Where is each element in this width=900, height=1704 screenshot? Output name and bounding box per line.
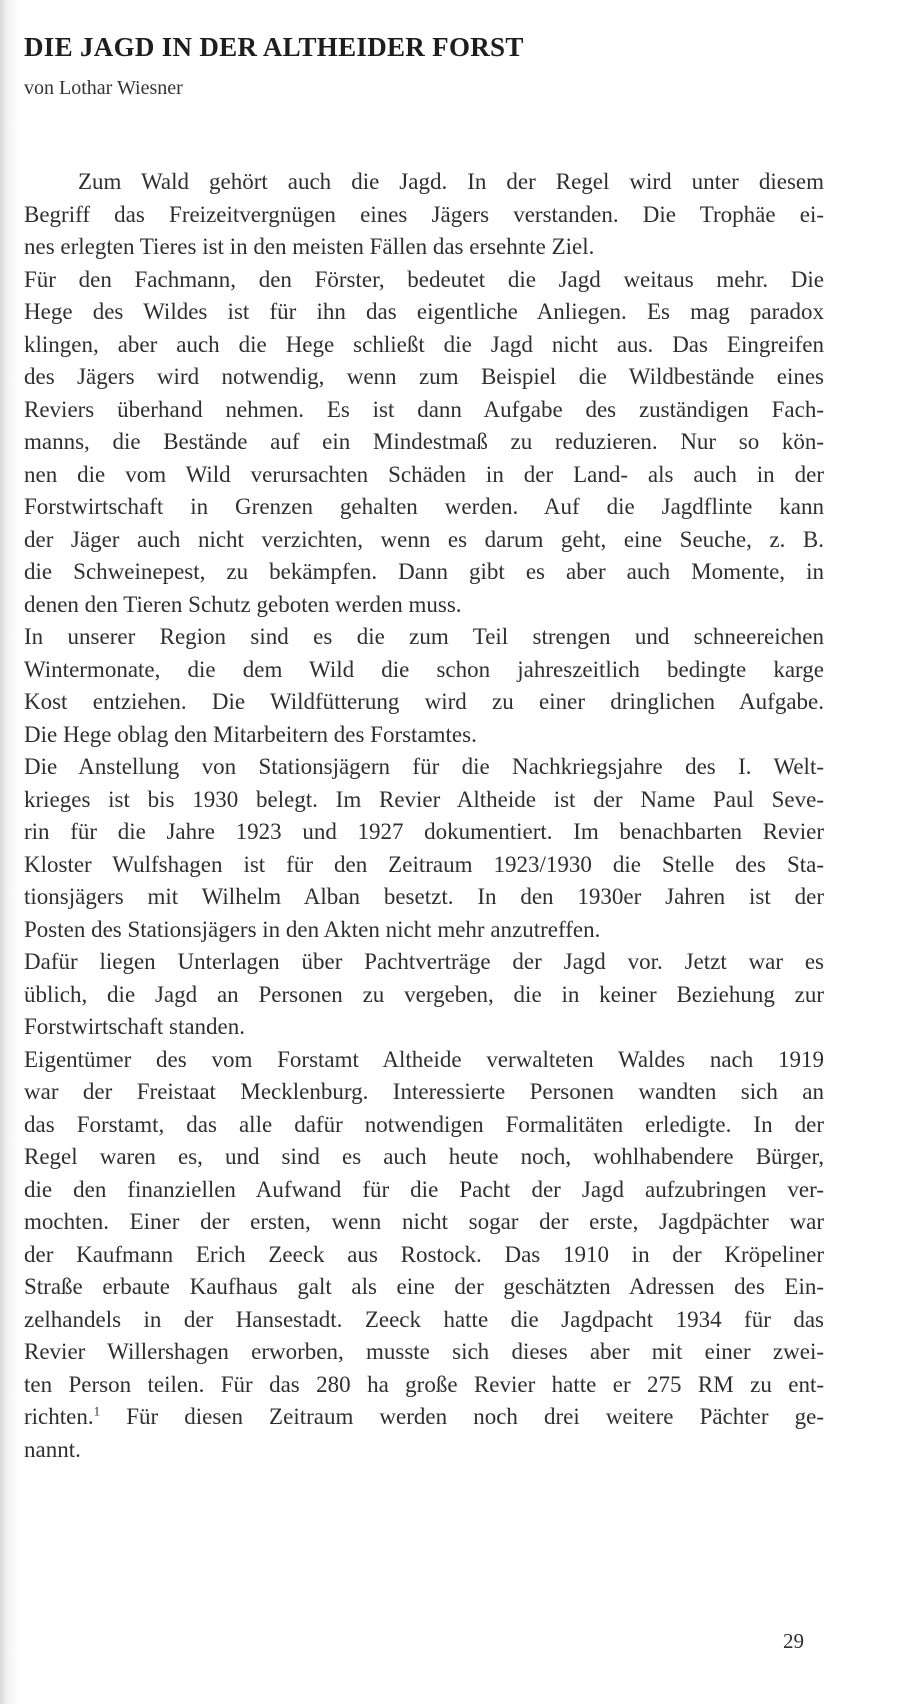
text-line: Die Anstellung von Stationsjägern für die Nachkriegsjahre des I. Welt- bbox=[24, 754, 824, 779]
text-line: Hege des Wildes ist für ihn das eigentliche Anliegen. Es mag paradox bbox=[24, 299, 824, 324]
text-line: war der Freistaat Mecklenburg. Interessierte Personen wandten sich an bbox=[24, 1079, 824, 1104]
text-line: Reviers überhand nehmen. Es ist dann Aufgabe des zuständigen Fach- bbox=[24, 396, 824, 422]
text-line: üblich, die Jagd an Personen zu vergeben, die in keiner Beziehung zur bbox=[24, 981, 824, 1007]
text-line: Wintermonate, die dem Wild die schon jahreszeitlich bedingte karge bbox=[24, 656, 824, 682]
text-line: krieges ist bis 1930 belegt. Im Revier Altheide ist der Name Paul Seve- bbox=[24, 786, 824, 812]
text-line: manns, die Bestände auf ein Mindestmaß zu reduzieren. Nur so kön- bbox=[24, 429, 824, 454]
article-title: DIE JAGD IN DER ALTHEIDER FORST bbox=[24, 32, 524, 62]
text-line: denen den Tieren Schutz geboten werden muss. bbox=[24, 591, 462, 617]
text-line: Eigentümer des vom Forstamt Altheide verwalteten Waldes nach 1919 bbox=[24, 1046, 824, 1072]
footnote-marker[interactable]: 1 bbox=[93, 1403, 101, 1419]
text-line: der Kaufmann Erich Zeeck aus Rostock. Das 1910 in der Kröpeliner bbox=[24, 1241, 824, 1267]
text-line: Kost entziehen. Die Wildfütterung wird zu einer dringlichen Aufgabe. bbox=[24, 689, 824, 714]
text-line: Für den Fachmann, den Förster, bedeutet die Jagd weitaus mehr. Die bbox=[24, 266, 824, 292]
text-line: Regel waren es, und sind es auch heute noch, wohlhabendere Bürger, bbox=[24, 1144, 824, 1169]
text-line: Forstwirtschaft standen. bbox=[24, 1014, 246, 1039]
text-line: klingen, aber auch die Hege schließt die Jagd nicht aus. Das Eingreifen bbox=[24, 331, 824, 357]
text-line: mochten. Einer der ersten, wenn nicht sogar der erste, Jagdpächter war bbox=[24, 1209, 824, 1234]
text-line: nannt. bbox=[24, 1436, 81, 1462]
text-line: Posten des Stationsjägers in den Akten nicht mehr anzutreffen. bbox=[24, 916, 601, 942]
text-line: rin für die Jahre 1923 und 1927 dokumentiert. Im benachbarten Revier bbox=[24, 819, 824, 844]
text-line: Begriff das Freizeitvergnügen eines Jägers verstanden. Die Trophäe ei- bbox=[24, 201, 824, 227]
text-line: nes erlegten Tieres ist in den meisten Fällen das ersehnte Ziel. bbox=[24, 234, 595, 259]
text-line: der Jäger auch nicht verzichten, wenn es darum geht, eine Seuche, z. B. bbox=[24, 526, 824, 552]
text-line: Zum Wald gehört auch die Jagd. In der Regel wird unter diesem bbox=[78, 169, 824, 194]
text-line-footnote bbox=[24, 1401, 824, 1434]
text-line: Straße erbaute Kaufhaus galt als eine der geschätzten Adressen des Ein- bbox=[24, 1274, 824, 1299]
text-line: Dafür liegen Unterlagen über Pachtverträge der Jagd vor. Jetzt war es bbox=[24, 949, 824, 974]
page-number: 29 bbox=[783, 1629, 804, 1653]
text-line: Kloster Wulfshagen ist für den Zeitraum 1923/1930 die Stelle des Sta- bbox=[24, 851, 824, 877]
text-line: die den finanziellen Aufwand für die Pacht der Jagd aufzubringen ver- bbox=[24, 1176, 824, 1202]
text-line: tionsjägers mit Wilhelm Alban besetzt. In den 1930er Jahren ist der bbox=[24, 884, 824, 909]
text-line: des Jägers wird notwendig, wenn zum Beispiel die Wildbestände eines bbox=[24, 364, 824, 389]
text-line: das Forstamt, das alle dafür notwendigen Formalitäten erledigte. In der bbox=[24, 1111, 824, 1137]
text-line: zelhandels in der Hansestadt. Zeeck hatte die Jagdpacht 1934 für das bbox=[24, 1306, 824, 1332]
article-author: von Lothar Wiesner bbox=[24, 77, 183, 99]
text-line: Revier Willershagen erworben, musste sich dieses aber mit einer zwei- bbox=[24, 1339, 824, 1364]
text-line: Die Hege oblag den Mitarbeitern des Forstamtes. bbox=[24, 721, 477, 747]
text-line: In unserer Region sind es die zum Teil strengen und schneereichen bbox=[24, 624, 824, 649]
text-segment: richten. bbox=[24, 1404, 94, 1429]
text-line: nen die vom Wild verursachten Schäden in der Land- als auch in der bbox=[24, 461, 824, 487]
text-line: die Schweinepest, zu bekämpfen. Dann gibt es aber auch Momente, in bbox=[24, 559, 824, 584]
text-segment: Für diesen Zeitraum werden noch drei weitere Pächter ge- bbox=[100, 1404, 824, 1429]
text-line: ten Person teilen. Für das 280 ha große Revier hatte er 275 RM zu ent- bbox=[24, 1371, 824, 1397]
text-line: Forstwirtschaft in Grenzen gehalten werden. Auf die Jagdflinte kann bbox=[24, 494, 824, 519]
article-body bbox=[24, 166, 824, 1466]
